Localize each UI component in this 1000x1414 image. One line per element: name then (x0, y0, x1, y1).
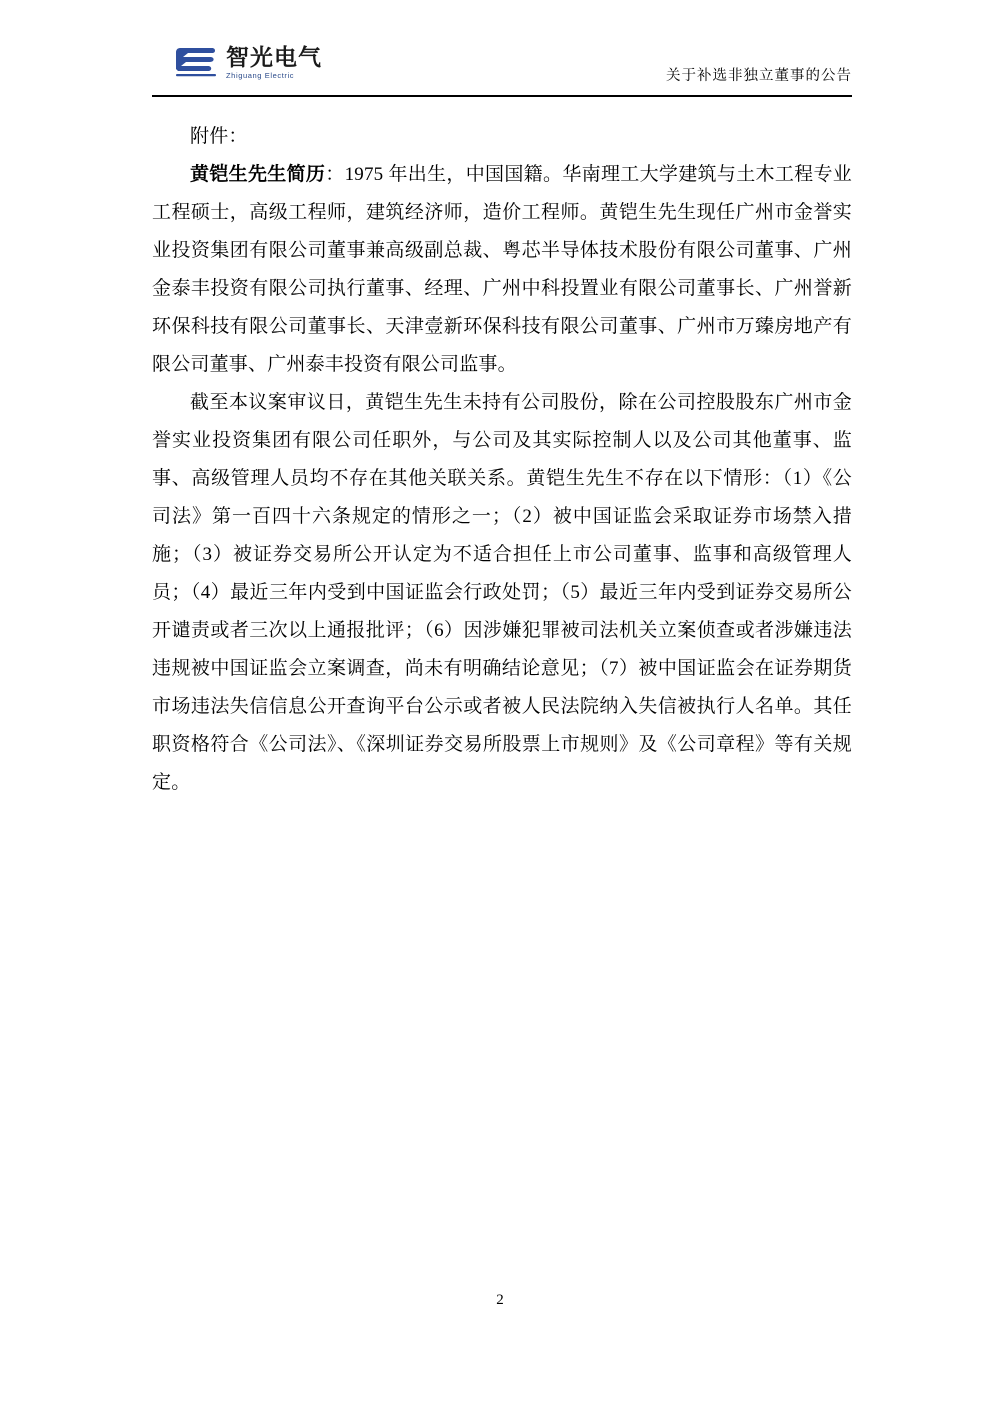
header-document-title: 关于补选非独立董事的公告 (666, 68, 852, 84)
header-divider (152, 95, 852, 97)
logo-english-name: Zhiguang Electric (226, 71, 295, 81)
page-header (152, 40, 852, 98)
page-number: 2 (496, 1292, 504, 1308)
attachment-label: 附件： (190, 126, 248, 147)
document-body (152, 118, 852, 802)
zhiguang-logo-icon (174, 46, 220, 80)
biography-title: 黄铠生先生简历 (190, 164, 326, 185)
logo-text-block (226, 46, 322, 80)
logo-chinese-name: 智光电气 (226, 44, 322, 71)
biography-text: ：1975 年出生，中国国籍。华南理工大学建筑与土木工程专业工程硕士，高级工程师，建筑经济师，造价工程师。黄铠生先生现任广州市金誉实业投资集团有限公司董事兼高级副总裁、粤芯半导体技术股份有限公司董事、广州金泰丰投资有限公司执行董事、经理、广州中科投置业有限公司董事长、广州誉新环保科技有限公司董事长、天津壹新环保科技有限公司董事、广州市万臻房地产有限公司董事、广州泰丰投资有限公司监事。 (152, 164, 852, 375)
statement-paragraph: 截至本议案审议日，黄铠生先生未持有公司股份，除在公司控股股东广州市金誉实业投资集团有限公司任职外，与公司及其实际控制人以及公司其他董事、监事、高级管理人员均不存在其他关联关系。黄铠生先生不存在以下情形：（1）《公司法》第一百四十六条规定的情形之一；（2）被中国证监会采取证券市场禁入措施；（3）被证券交易所公开认定为不适合担任上市公司董事、监事和高级管理人员；（4）最近三年内受到中国证监会行政处罚；（5）最近三年内受到证券交易所公开谴责或者三次以上通报批评；（6）因涉嫌犯罪被司法机关立案侦查或者涉嫌违法违规被中国证监会立案调查，尚未有明确结论意见；（7）被中国证监会在证券期货市场违法失信信息公开查询平台公示或者被人民法院纳入失信被执行人名单。其任职资格符合《公司法》、《深圳证券交易所股票上市规则》及《公司章程》等有关规定。 (152, 392, 852, 793)
company-logo (174, 46, 322, 80)
biography-paragraph (152, 156, 852, 384)
